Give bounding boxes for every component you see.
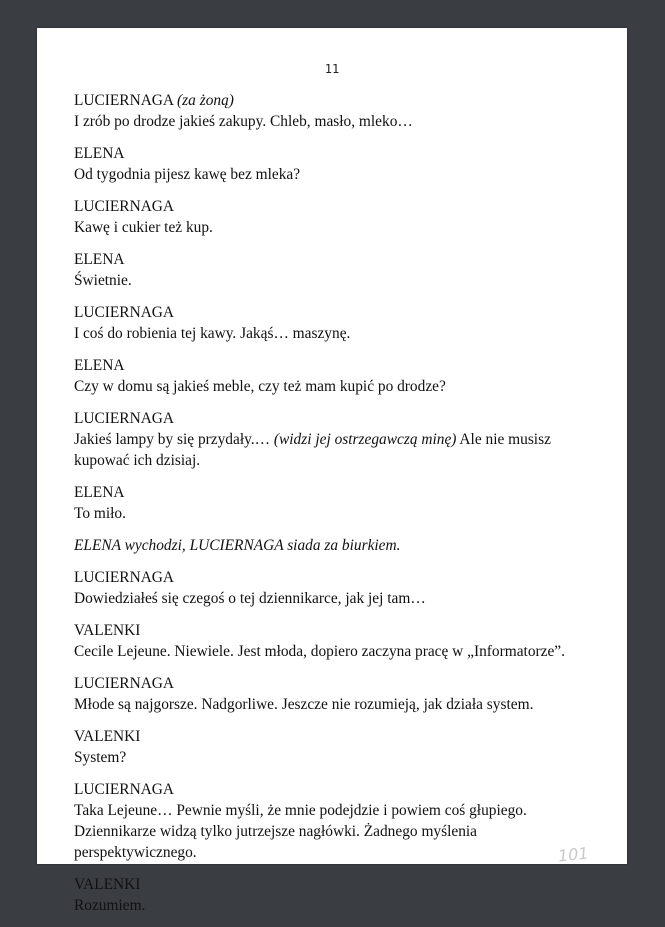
dialogue-line: Cecile Lejeune. Niewiele. Jest młoda, dopiero zaczyna pracę w „Informatorze”. xyxy=(74,643,565,660)
speaker-name: VALENKI xyxy=(74,728,141,745)
dialogue-line: kupować ich dzisiaj. xyxy=(74,452,201,469)
stage-direction-text: ELENA wychodzi, LUCIERNAGA siada za biurkiem. xyxy=(74,537,401,554)
dialogue-block xyxy=(74,726,614,768)
dialogue-block xyxy=(74,249,614,291)
dialogue-line: Od tygodnia pijesz kawę bez mleka? xyxy=(74,166,301,183)
speaker-name: LUCIERNAGA (za żoną) xyxy=(74,92,234,109)
dialogue-block xyxy=(74,408,614,471)
dialogue-block xyxy=(74,620,614,662)
dialogue-block xyxy=(74,90,614,132)
stage-direction-inline: (widzi jej ostrzegawczą minę) xyxy=(273,431,457,448)
speaker-name: VALENKI xyxy=(74,876,141,893)
speaker-name: ELENA xyxy=(74,484,125,501)
dialogue-block xyxy=(74,302,614,344)
dialogue-block xyxy=(74,143,614,185)
dialogue-line: System? xyxy=(74,749,127,766)
speaker-name: VALENKI xyxy=(74,622,141,639)
dialogue-line: Taka Lejeune… Pewnie myśli, że mnie podejdzie i powiem coś głupiego. xyxy=(74,802,527,819)
speaker-name: LUCIERNAGA xyxy=(74,781,175,798)
dialogue-block xyxy=(74,196,614,238)
dialogue-line: Świetnie. xyxy=(74,272,132,289)
dialogue-line: Dowiedziałeś się czegoś o tej dziennikarce, jak jej tam… xyxy=(74,590,426,607)
dialogue-line: Dziennikarze widzą tylko jutrzejsze nagłówki. Żadnego myślenia xyxy=(74,823,478,840)
page-number: 11 xyxy=(324,62,340,76)
speaker-name: ELENA xyxy=(74,145,125,162)
speaker-name: LUCIERNAGA xyxy=(74,569,175,586)
speaker-name: LUCIERNAGA xyxy=(74,675,175,692)
dialogue-line: Kawę i cukier też kup. xyxy=(74,219,213,236)
speaker-name: LUCIERNAGA xyxy=(74,198,175,215)
dialogue-block xyxy=(74,874,614,916)
dialogue-line: Czy w domu są jakieś meble, czy też mam kupić po drodze? xyxy=(74,378,446,395)
dialogue-block xyxy=(74,482,614,524)
dialogue-line: Jakieś lampy by się przydały.… (widzi jej ostrzegawczą minę) Ale nie musisz xyxy=(74,431,551,448)
speaker-name: ELENA xyxy=(74,357,125,374)
script-page xyxy=(37,28,627,914)
dialogue-block xyxy=(74,779,614,866)
dialogue-line: To miło. xyxy=(74,505,126,522)
speaker-name: LUCIERNAGA xyxy=(74,410,175,427)
speaker-name: LUCIERNAGA xyxy=(74,304,175,321)
dialogue-line: Młode są najgorsze. Nadgorliwe. Jeszcze nie rozumieją, jak działa system. xyxy=(74,696,534,713)
dialogue-block xyxy=(74,355,614,397)
dialogue-line: I coś do robienia tej kawy. Jakąś… maszynę. xyxy=(74,325,351,342)
dialogue-block xyxy=(74,673,614,715)
script-body xyxy=(74,90,614,927)
speaker-note: (za żoną) xyxy=(177,92,234,109)
speaker-name: ELENA xyxy=(74,251,125,268)
dialogue-block xyxy=(74,567,614,609)
dialogue-line: perspektywicznego. xyxy=(74,844,197,861)
dialogue-line: I zrób po drodze jakieś zakupy. Chleb, masło, mleko… xyxy=(74,113,413,130)
handwritten-page-annotation: 101 xyxy=(557,843,590,866)
dialogue-line: Rozumiem. xyxy=(74,897,146,914)
stage-direction xyxy=(74,535,614,556)
